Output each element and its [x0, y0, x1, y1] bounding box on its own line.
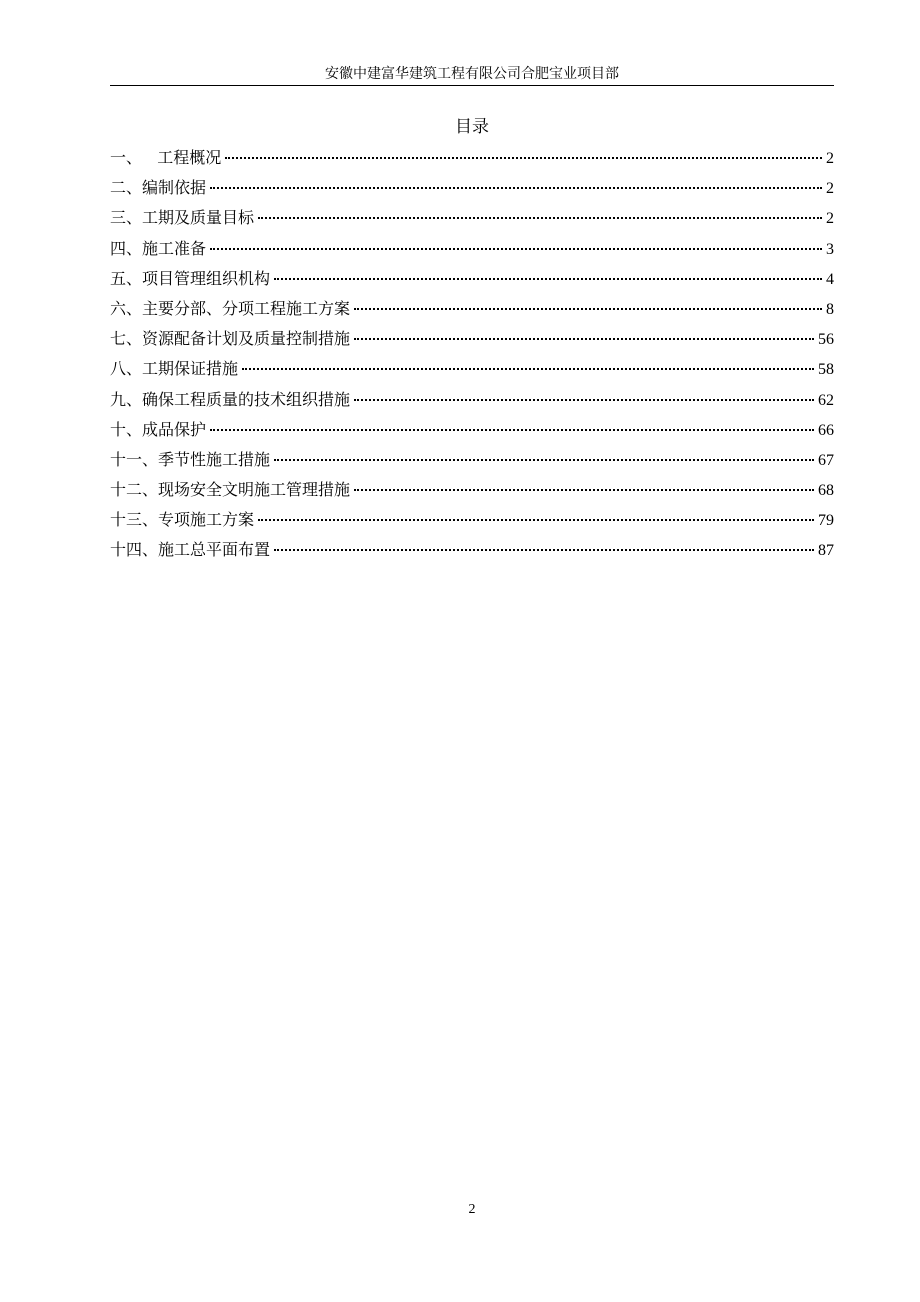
toc-item-label: 十、成品保护 — [110, 419, 207, 439]
toc-list — [110, 145, 834, 568]
toc-title: 目录 — [455, 117, 489, 137]
toc-item-label: 三、工期及质量目标 — [110, 208, 255, 228]
toc-item-label: 二、编制依据 — [110, 178, 207, 198]
toc-item-page: 3 — [826, 240, 834, 258]
toc-item[interactable] — [110, 205, 834, 235]
toc-dot-leader — [354, 338, 814, 340]
toc-dot-leader — [354, 399, 814, 401]
toc-item[interactable] — [110, 477, 834, 507]
toc-item[interactable] — [110, 447, 834, 477]
toc-item-page: 58 — [818, 361, 834, 379]
toc-item-label: 六、主要分部、分项工程施工方案 — [110, 298, 351, 318]
page-header: 安徽中建富华建筑工程有限公司合肥宝业项目部 — [325, 66, 619, 82]
toc-item-label: 十三、专项施工方案 — [110, 510, 255, 530]
toc-item-label: 十一、季节性施工措施 — [110, 449, 271, 469]
toc-item[interactable] — [110, 537, 834, 567]
toc-item[interactable] — [110, 417, 834, 447]
toc-item[interactable] — [110, 356, 834, 386]
toc-item-label: 十二、现场安全文明施工管理措施 — [110, 480, 351, 500]
toc-item-label: 四、施工准备 — [110, 238, 207, 258]
toc-item[interactable] — [110, 507, 834, 537]
header-divider — [110, 85, 834, 86]
toc-item[interactable] — [110, 145, 834, 175]
toc-item-page: 79 — [818, 512, 834, 530]
toc-item-label: 十四、施工总平面布置 — [110, 540, 271, 560]
toc-item-page: 2 — [826, 210, 834, 228]
toc-dot-leader — [210, 429, 814, 431]
toc-item-page: 2 — [826, 150, 834, 167]
page-number: 2 — [468, 1202, 476, 1217]
toc-dot-leader — [210, 248, 822, 250]
toc-dot-leader — [274, 278, 822, 280]
toc-item-page: 56 — [818, 331, 834, 349]
toc-dot-leader — [258, 217, 822, 219]
toc-item-page: 4 — [826, 270, 834, 288]
toc-dot-leader — [225, 157, 822, 159]
toc-item-label: 五、项目管理组织机构 — [110, 268, 271, 288]
toc-item-page: 8 — [826, 300, 834, 318]
toc-item[interactable] — [110, 387, 834, 417]
toc-item-label: 七、资源配备计划及质量控制措施 — [110, 329, 351, 349]
toc-item[interactable] — [110, 266, 834, 296]
toc-item-page: 62 — [818, 391, 834, 409]
toc-item-label: 八、工期保证措施 — [110, 359, 239, 379]
toc-dot-leader — [242, 368, 814, 370]
toc-dot-leader — [274, 549, 814, 551]
toc-item-label: 一、 工程概况 — [110, 148, 222, 167]
toc-item[interactable] — [110, 296, 834, 326]
toc-item-page: 68 — [818, 482, 834, 500]
toc-dot-leader — [258, 519, 814, 521]
toc-item[interactable] — [110, 236, 834, 266]
toc-item-page: 66 — [818, 421, 834, 439]
toc-item[interactable] — [110, 326, 834, 356]
toc-item[interactable] — [110, 175, 834, 205]
toc-dot-leader — [354, 308, 822, 310]
toc-dot-leader — [354, 489, 814, 491]
toc-dot-leader — [210, 187, 822, 189]
toc-item-page: 87 — [818, 542, 834, 560]
toc-dot-leader — [274, 459, 814, 461]
toc-item-page: 67 — [818, 451, 834, 469]
toc-item-page: 2 — [826, 180, 834, 198]
toc-item-label: 九、确保工程质量的技术组织措施 — [110, 389, 351, 409]
